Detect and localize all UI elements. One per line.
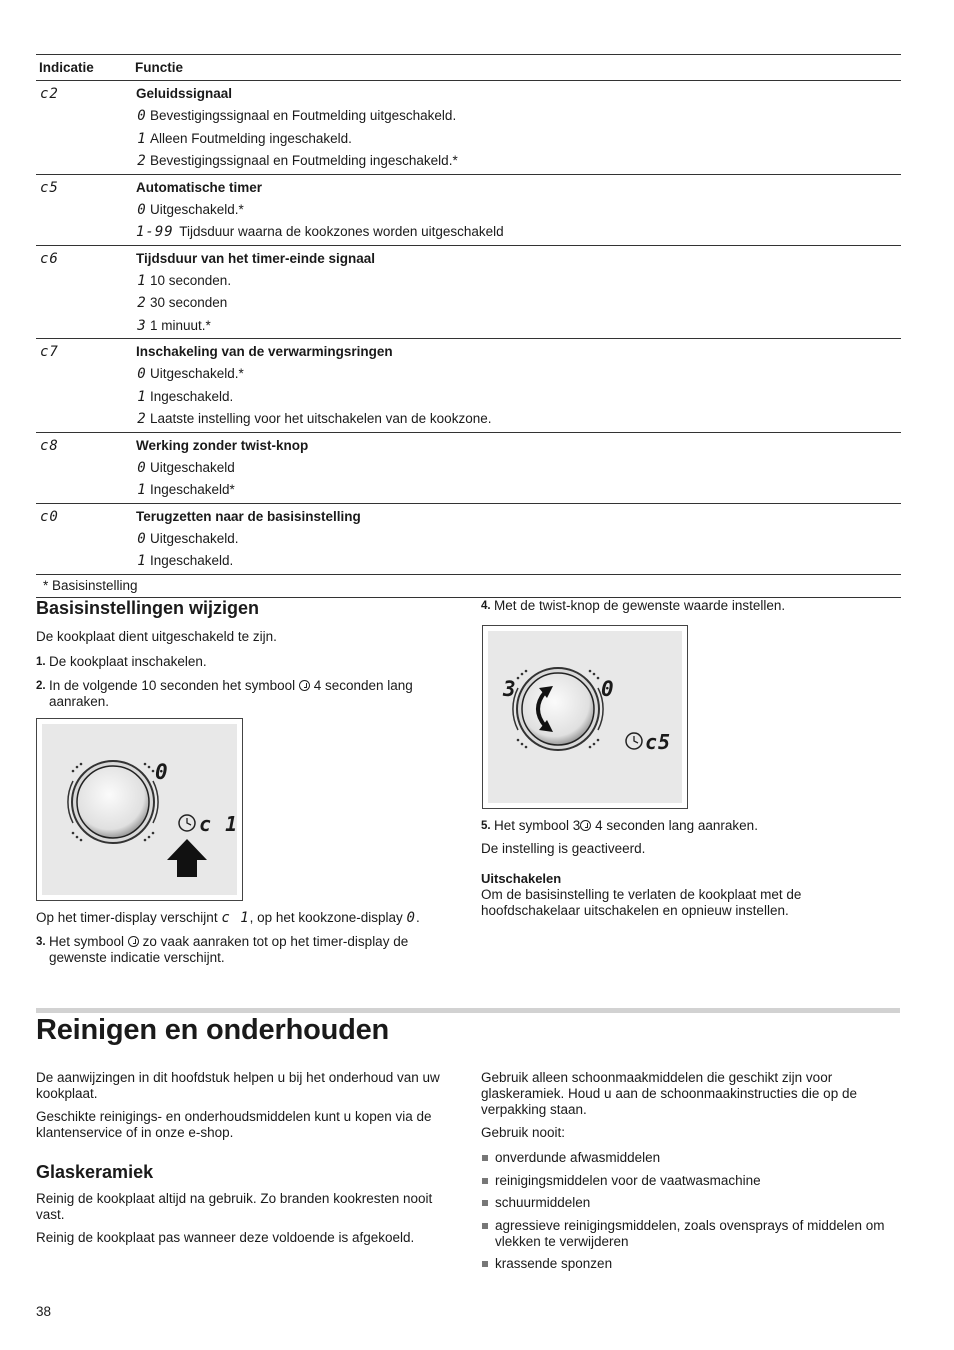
left-column [36, 598, 456, 710]
note-text: , op het kookzone-display [249, 910, 403, 925]
clock-icon [580, 820, 591, 831]
step-text: Met de twist-knop de gewenste waarde instellen. [494, 598, 786, 613]
page-number: 38 [36, 1304, 52, 1319]
activated-text: De instelling is geactiveerd. [481, 841, 646, 856]
option-value: 1 [137, 130, 147, 147]
option-row [136, 479, 901, 502]
table-row [36, 339, 901, 433]
option-row [136, 221, 901, 244]
step-2 [36, 678, 456, 710]
step-text: zo vaak aanraken tot op het timer-display de gewenste indicatie verschijnt. [49, 934, 409, 965]
table-footnote: * Basisinstelling [36, 575, 901, 598]
option-text: Bevestigingssignaal en Foutmelding uitgeschakeld. [150, 108, 457, 123]
option-text: Tijdsduur waarna de kookzones worden uitgeschakeld [179, 224, 504, 239]
step-text: 4 seconden lang aanraken. [49, 678, 413, 709]
table-row [36, 81, 901, 175]
control-panel-figure-2 [482, 625, 688, 809]
section-title: Reinigen en onderhouden [36, 1014, 390, 1046]
function-title: Terugzetten naar de basisinstelling [136, 508, 361, 524]
sub-heading: Uitschakelen [481, 871, 562, 886]
press-arrow-icon [167, 839, 207, 877]
option-text: Uitgeschakeld [150, 459, 235, 475]
option-value: 1 [137, 482, 147, 498]
option-value: 0 [137, 459, 147, 476]
option-value: 1 [137, 553, 147, 569]
knob [522, 673, 594, 745]
option-value: 0 [137, 366, 147, 382]
intro-text: De kookplaat dient uitgeschakeld te zijn. [36, 629, 277, 644]
option-text: Uitgeschakeld.* [150, 366, 244, 381]
option-text: Alleen Foutmelding ingeschakeld. [150, 130, 352, 146]
option-text: 1 minuut.* [150, 317, 211, 333]
paragraph: Reinig de kookplaat pas wanneer deze voldoende is afgekoeld. [36, 1230, 415, 1245]
option-text: Ingeschakeld. [150, 388, 234, 404]
sub-heading: Glaskeramiek [36, 1162, 154, 1182]
step-5 [481, 818, 901, 834]
settings-table [36, 54, 901, 598]
step-text: 4 seconden lang aanraken. [595, 818, 758, 833]
option-row [136, 128, 901, 151]
step-number: 2. [36, 680, 46, 692]
option-value: 2 [137, 411, 147, 427]
option-text: Ingeschakeld* [150, 482, 235, 497]
option-row [136, 408, 901, 431]
option-value: 0 [137, 530, 147, 547]
paragraph: Gebruik nooit: [481, 1125, 566, 1140]
knob-illustration [37, 719, 242, 900]
option-text: Ingeschakeld. [150, 553, 234, 568]
option-row [136, 386, 901, 409]
indicator-code: c0 [40, 508, 59, 525]
control-panel-figure-1 [36, 718, 243, 901]
right-column [481, 598, 901, 614]
timer-display: c5 [645, 730, 672, 754]
clock-icon [299, 680, 310, 691]
table-header [36, 55, 901, 81]
option-row [136, 363, 901, 386]
left-display: 3 [503, 677, 517, 701]
function-title: Geluidssignaal [136, 86, 233, 101]
note-text: Op het timer-display verschijnt [36, 910, 218, 925]
option-row [136, 457, 901, 480]
left-column-lower [36, 910, 456, 966]
section-divider [36, 1008, 900, 1013]
sub-text: Om de basisinstelling te verlaten de kookplaat met de hoofdschakelaar uitschakelen en opnieuw instellen. [481, 887, 802, 918]
right-column-lower [481, 818, 901, 919]
header-indicatie: Indicatie [39, 60, 94, 75]
section-left-column [36, 1070, 456, 1246]
option-text: Laatste instelling voor het uitschakelen van de kookzone. [150, 411, 492, 426]
paragraph: De aanwijzingen in dit hoofdstuk helpen u bij het onderhoud van uw kookplaat. [36, 1070, 440, 1101]
step-1 [36, 654, 456, 670]
indicator-code: c7 [40, 344, 59, 360]
knob [77, 766, 149, 838]
option-value: 3 [137, 317, 147, 334]
section-heading: Basisinstellingen wijzigen [36, 598, 260, 618]
indicator-code: c2 [40, 86, 59, 102]
step-number: 1. [36, 656, 46, 668]
step-number: 4. [481, 600, 491, 612]
option-row [136, 105, 901, 128]
zone-display: 0 [155, 760, 169, 784]
list-item: agressieve reinigingsmiddelen, zoals ovensprays of middelen om vlekken te verwijderen [481, 1218, 901, 1250]
list-item: schuurmiddelen [481, 1195, 901, 1211]
note-text: . [415, 910, 420, 925]
option-value: 1-99 [136, 224, 174, 240]
option-text: Bevestigingssignaal en Foutmelding ingeschakeld.* [150, 153, 458, 168]
option-row [136, 528, 901, 551]
step-number: 5. [481, 820, 491, 832]
step-text: In de volgende 10 seconden het symbool [49, 678, 296, 693]
step-number: 3. [36, 936, 46, 948]
list-item: reinigingsmiddelen voor de vaatwasmachine [481, 1173, 901, 1189]
option-text: Uitgeschakeld.* [150, 201, 244, 217]
table-row [36, 504, 901, 575]
header-functie: Functie [135, 60, 184, 75]
function-title: Werking zonder twist-knop [136, 437, 309, 453]
option-value: 0 [137, 108, 147, 124]
option-row [136, 292, 901, 315]
option-value: 2 [137, 295, 147, 311]
table-row [36, 433, 901, 504]
option-text: Uitgeschakeld. [150, 530, 239, 546]
list-item: onverdunde afwasmiddelen [481, 1150, 901, 1166]
function-title: Tijdsduur van het timer-einde signaal [136, 250, 376, 266]
option-value: 2 [137, 153, 147, 169]
zone-code: 0 [406, 910, 416, 926]
timer-code: c 1 [221, 910, 250, 926]
paragraph: Gebruik alleen schoonmaakmiddelen die geschikt zijn voor glaskeramiek. Houd u aan de schoonmaakinstructies die op de verpakking staan. [481, 1070, 857, 1117]
timer-display: c 1 [199, 812, 239, 836]
display-note [36, 910, 456, 926]
option-text: 10 seconden. [150, 272, 232, 288]
option-row [136, 150, 901, 173]
option-row [136, 550, 901, 573]
zone-display: 0 [601, 677, 615, 701]
option-value: 0 [137, 201, 147, 218]
option-row [136, 199, 901, 222]
paragraph: Geschikte reinigings- en onderhoudsmiddelen kunt u kopen via de klantenservice of in onze e-shop. [36, 1109, 432, 1140]
option-text: 30 seconden [150, 295, 228, 310]
knob-twist-illustration [483, 626, 687, 808]
option-row [136, 315, 901, 338]
section-right-column [481, 1070, 901, 1279]
step-4 [481, 598, 901, 614]
list-item: krassende sponzen [481, 1256, 901, 1272]
paragraph: Reinig de kookplaat altijd na gebruik. Zo branden kookresten nooit vast. [36, 1191, 433, 1222]
step-text: Het symbool [49, 934, 125, 949]
indicator-code: c5 [40, 179, 59, 196]
step-3 [36, 934, 456, 966]
option-row [136, 270, 901, 293]
clock-icon [128, 936, 139, 947]
table-row [36, 246, 901, 340]
option-value: 1 [137, 272, 147, 289]
table-row [36, 175, 901, 246]
indicator-code: c6 [40, 250, 59, 267]
step-text: Het symbool 3 [494, 818, 581, 833]
option-value: 1 [137, 388, 147, 405]
never-use-list [481, 1150, 901, 1272]
function-title: Inschakeling van de verwarmingsringen [136, 344, 393, 359]
indicator-code: c8 [40, 437, 59, 454]
step-text: De kookplaat inschakelen. [49, 654, 207, 669]
function-title: Automatische timer [136, 179, 263, 195]
